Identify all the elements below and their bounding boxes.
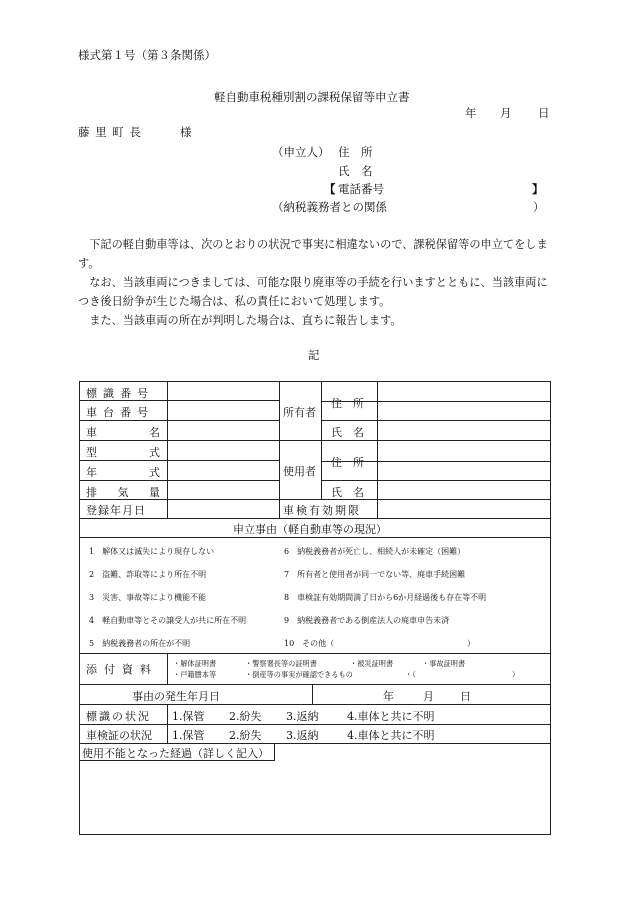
- label-plate-status: 標識の状況: [86, 710, 151, 723]
- reason-item: 3 災害、事故等により機能不能: [89, 593, 207, 602]
- label-displacement: 排気量: [86, 486, 160, 499]
- occurrence-month-label: 月: [423, 690, 434, 703]
- label-inspection-expiry: 車検有効期限: [283, 504, 361, 517]
- label-user-address: 住 所: [331, 456, 364, 469]
- attach-item: ・倒産等の事実が確認できるもの: [245, 670, 353, 679]
- reason-item: 2 盗難、詐取等により所在不明: [89, 570, 207, 579]
- label-car-name: 車名: [86, 426, 160, 439]
- label-occurrence-date: 事由の発生年月日: [132, 690, 220, 703]
- cert-status-option: 4.車体と共に不明: [347, 729, 435, 742]
- occurrence-day-label: 日: [460, 690, 471, 703]
- paragraph-3: また、当該車両の所在が判明した場合は、直ちに報告します。: [89, 314, 402, 327]
- date-day-label: 日: [538, 106, 550, 120]
- date-month-label: 月: [500, 106, 512, 120]
- reason-item: 1 解体又は滅失により現存しない: [89, 547, 215, 556]
- date-year-label: 年: [465, 106, 477, 120]
- reason-item: 6 納税義務者が死亡し、相続人が未確定（困難）: [284, 547, 466, 556]
- label-cert-status: 車検証の状況: [86, 729, 152, 742]
- label-year-model: 年式: [86, 466, 160, 479]
- attach-item: ・解体証明書: [173, 659, 217, 668]
- plate-status-option: 2.紛失: [229, 710, 262, 723]
- addressee: 藤 里 町 長: [78, 125, 142, 139]
- label-chassis-number: 車台番号: [86, 406, 155, 419]
- paragraph-2: なお、当該車両につきましては、可能な限り廃車等の手続を行いますとともに、当該車両につき後日紛争が生じた場合は、私の責任において処理します。: [78, 276, 548, 308]
- document-title: 軽自動車税種別割の課税保留等申立書: [214, 90, 410, 104]
- applicant-address-label: 住 所: [338, 145, 373, 159]
- attach-item: ・被災証明書: [350, 659, 394, 668]
- plate-status-option: 4.車体と共に不明: [347, 710, 435, 723]
- reason-item: 7 所有者と使用者が同一でない等、廃車手続困難: [284, 570, 466, 579]
- label-user-name: 氏 名: [331, 486, 364, 499]
- attach-other-open: ・（: [405, 670, 416, 679]
- attach-item: ・警察署長等の証明書: [245, 659, 317, 668]
- attach-item: ・戸籍謄本等: [173, 670, 217, 679]
- label-history: 使用不能となった経過（詳しく記入）: [82, 747, 269, 760]
- label-owner: 所有者: [283, 406, 316, 419]
- ki-heading: 記: [308, 348, 320, 362]
- occurrence-year-label: 年: [383, 690, 394, 703]
- form-number: 様式第１号（第３条関係）: [78, 48, 216, 62]
- phone-bracket-open: 【: [324, 182, 336, 196]
- reason-item: 4 軽自動車等とその譲受人が共に所在不明: [89, 616, 247, 625]
- paragraph-1: 下記の軽自動車等は、次のとおりの状況で事実に相違ないので、課税保留等の申立てをします。: [78, 238, 548, 270]
- cert-status-option: 3.返納: [286, 729, 319, 742]
- plate-status-option: 1.保管: [172, 710, 205, 723]
- cert-status-option: 1.保管: [172, 729, 205, 742]
- label-owner-name: 氏 名: [331, 426, 364, 439]
- attach-other-close: ）: [512, 670, 520, 679]
- label-attachments: 添付資料: [86, 663, 158, 676]
- reason-item: 10 その他（: [284, 639, 335, 648]
- reason-item: 8 車検証有効期間満了日から6か月経過後も存在等不明: [284, 593, 487, 602]
- applicant-label: （申立人）: [272, 145, 330, 159]
- label-plate-number: 標識番号: [86, 387, 155, 400]
- label-owner-address: 住 所: [331, 397, 364, 410]
- reason-item: 5 納税義務者の所在が不明: [89, 639, 191, 648]
- attach-item: ・事故証明書: [422, 659, 466, 668]
- applicant-name-label: 氏 名: [338, 164, 373, 178]
- relation-label: （納税義務者との関係: [272, 200, 387, 214]
- reason-item: 9 納税義務者である倒産法人の廃車申告未済: [284, 616, 450, 625]
- reason-other-close: ）: [467, 639, 475, 648]
- honorific: 様: [180, 125, 192, 139]
- cert-status-option: 2.紛失: [229, 729, 262, 742]
- applicant-phone-label: 電話番号: [338, 182, 384, 196]
- plate-status-option: 3.返納: [286, 710, 319, 723]
- reason-header: 申立事由（軽自動車等の現況）: [233, 523, 387, 536]
- relation-close: ）: [533, 200, 545, 214]
- label-registration-date: 登録年月日: [86, 504, 146, 517]
- label-user: 使用者: [283, 465, 316, 478]
- phone-bracket-close: 】: [532, 182, 544, 196]
- label-model: 型式: [86, 446, 160, 459]
